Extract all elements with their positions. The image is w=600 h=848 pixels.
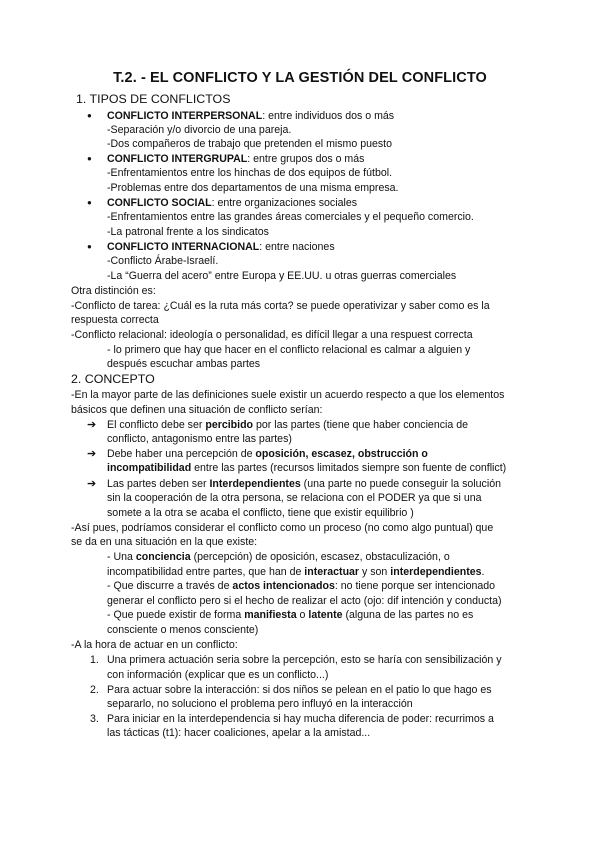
process-item-cont: generar el conflicto pero si el hecho de realizar el acto (ojo: dif intención y conducta)	[107, 595, 502, 607]
text: - Que discurre a través de	[107, 580, 233, 592]
text-bold: interactuar	[304, 566, 360, 578]
text-bold: oposición, escasez, obstrucción o	[255, 448, 428, 460]
text: : no tiene porque ser intencionado	[334, 580, 496, 592]
type-desc: : entre naciones	[259, 241, 335, 253]
example-line: -La patronal frente a los sindicatos	[107, 226, 269, 238]
paragraph: -En la mayor parte de las definiciones suele existir un acuerdo respecto a que los elementos	[71, 389, 505, 401]
process-item-cont	[107, 565, 484, 579]
arrow-icon: ➔	[87, 419, 97, 431]
text-bold: interdependientes	[390, 566, 482, 578]
list-item-type	[107, 109, 394, 123]
type-desc: : entre grupos dos o más	[247, 153, 365, 165]
paragraph: se da en una situación en la que existe:	[71, 536, 258, 548]
paragraph: básicos que definen una situación de conflicto serían:	[71, 404, 323, 416]
text: entre las partes (recursos limitados siempre son fuente de conflict)	[191, 462, 507, 474]
example-line: -La “Guerra del acero” entre Europa y EE.UU. u otras guerras comerciales	[107, 270, 457, 282]
text: y son	[359, 566, 391, 578]
item-number: 1.	[90, 654, 99, 666]
section-heading-concepto: 2. CONCEPTO	[71, 372, 155, 386]
item-number: 3.	[90, 713, 99, 725]
text: Para actuar sobre la interacción: si dos niños se pelean en el patio lo que hago es	[107, 684, 492, 696]
example-line: -Separación y/o divorcio de una pareja.	[107, 124, 292, 136]
text-bold: incompatibilidad	[107, 462, 192, 474]
type-name: CONFLICTO INTERGRUPAL	[107, 153, 248, 165]
numbered-item	[90, 683, 492, 697]
text-bold: latente	[308, 609, 343, 621]
arrow-item	[87, 418, 468, 432]
text: Para iniciar en la interdependencia si hay mucha diferencia de poder: recurrimos a	[107, 713, 494, 725]
example-line: -Enfrentamientos entre las grandes áreas comerciales y el pequeño comercio.	[107, 211, 474, 223]
text: Debe haber una percepción de	[107, 448, 256, 460]
arrow-item-cont: somete a la otra se acaba el conflicto, tiene que existir equilibrio )	[107, 507, 414, 519]
sub-paragraph: - lo primero que hay que hacer en el conflicto relacional es calmar a alguien y	[107, 344, 471, 356]
text: (alguna de las partes no es	[342, 609, 474, 621]
example-line: -Conflicto Árabe-Israelí.	[107, 255, 219, 267]
text: - Que puede existir de forma	[107, 609, 245, 621]
paragraph: -Así pues, podríamos considerar el conflicto como un proceso (no como algo puntual) que	[71, 522, 494, 534]
list-item-type	[107, 152, 364, 166]
text-bold: conciencia	[135, 551, 191, 563]
paragraph: Otra distinción es:	[71, 285, 156, 297]
numbered-item-cont: con información (explicar que es un conflicto...)	[107, 669, 329, 681]
paragraph: -A la hora de actuar en un conflicto:	[71, 639, 238, 651]
arrow-icon: ➔	[87, 478, 97, 490]
list-item-type	[107, 240, 335, 254]
text: o	[296, 609, 309, 621]
paragraph: -Conflicto de tarea: ¿Cuál es la ruta más corta? se puede operativizar y saber como es la	[71, 300, 490, 312]
page-title: T.2. - EL CONFLICTO Y LA GESTIÓN DEL CONFLICTO	[113, 70, 487, 86]
paragraph: -Conflicto relacional: ideología o personalidad, es difícil llegar a una respuest correcta	[71, 329, 473, 341]
numbered-item-cont: las tácticas (t1): hacer coaliciones, apelar a la amistad...	[107, 727, 371, 739]
text: Las partes deben ser	[107, 478, 210, 490]
numbered-item	[90, 653, 502, 667]
item-number: 2.	[90, 684, 99, 696]
text: (una parte no puede conseguir la solución	[300, 478, 501, 490]
arrow-item	[87, 447, 428, 461]
arrow-item-cont: sin la cooperación de la otra persona, se relaciona con el PODER ya que si una	[107, 492, 482, 504]
text-bold: percibido	[205, 419, 254, 431]
sub-paragraph: después escuchar ambas partes	[107, 358, 261, 370]
numbered-item-cont: separarlo, no soluciono el problema pero influyó en la interacción	[107, 698, 413, 710]
process-item	[107, 608, 473, 622]
type-name: CONFLICTO SOCIAL	[107, 197, 212, 209]
text: .	[481, 566, 485, 578]
text: (percepción) de oposición, escasez, obstaculización, o	[190, 551, 450, 563]
text: incompatibilidad entre partes, que han de	[107, 566, 305, 578]
arrow-icon: ➔	[87, 448, 97, 460]
arrow-item-cont	[107, 461, 506, 475]
section-heading-tipos: 1. TIPOS DE CONFLICTOS	[76, 92, 231, 106]
type-name: CONFLICTO INTERNACIONAL	[107, 241, 260, 253]
arrow-item-cont: conflicto, antagonismo entre las partes)	[107, 433, 292, 445]
text: El conflicto debe ser	[107, 419, 206, 431]
text-bold: manifiesta	[244, 609, 297, 621]
type-desc: : entre organizaciones sociales	[211, 197, 358, 209]
numbered-item	[90, 712, 494, 726]
example-line: -Enfrentamientos entre los hinchas de dos equipos de fútbol.	[107, 167, 393, 179]
process-item	[107, 579, 495, 593]
text: Una primera actuación seria sobre la percepción, esto se haría con sensibilización y	[107, 654, 502, 666]
text-bold: Interdependientes	[209, 478, 301, 490]
example-line: -Dos compañeros de trabajo que pretenden el mismo puesto	[107, 138, 393, 150]
text-bold: actos intencionados	[232, 580, 335, 592]
type-name: CONFLICTO INTERPERSONAL	[107, 110, 263, 122]
arrow-item	[87, 477, 501, 491]
process-item-cont: consciente o menos consciente)	[107, 624, 259, 636]
type-desc: : entre individuos dos o más	[262, 110, 395, 122]
list-item-type	[107, 196, 357, 210]
text: - Una	[107, 551, 136, 563]
text: por las partes (tiene que haber conciencia de	[253, 419, 468, 431]
example-line: -Problemas entre dos departamentos de una misma empresa.	[107, 182, 399, 194]
paragraph: respuesta correcta	[71, 314, 159, 326]
process-item	[107, 550, 450, 564]
